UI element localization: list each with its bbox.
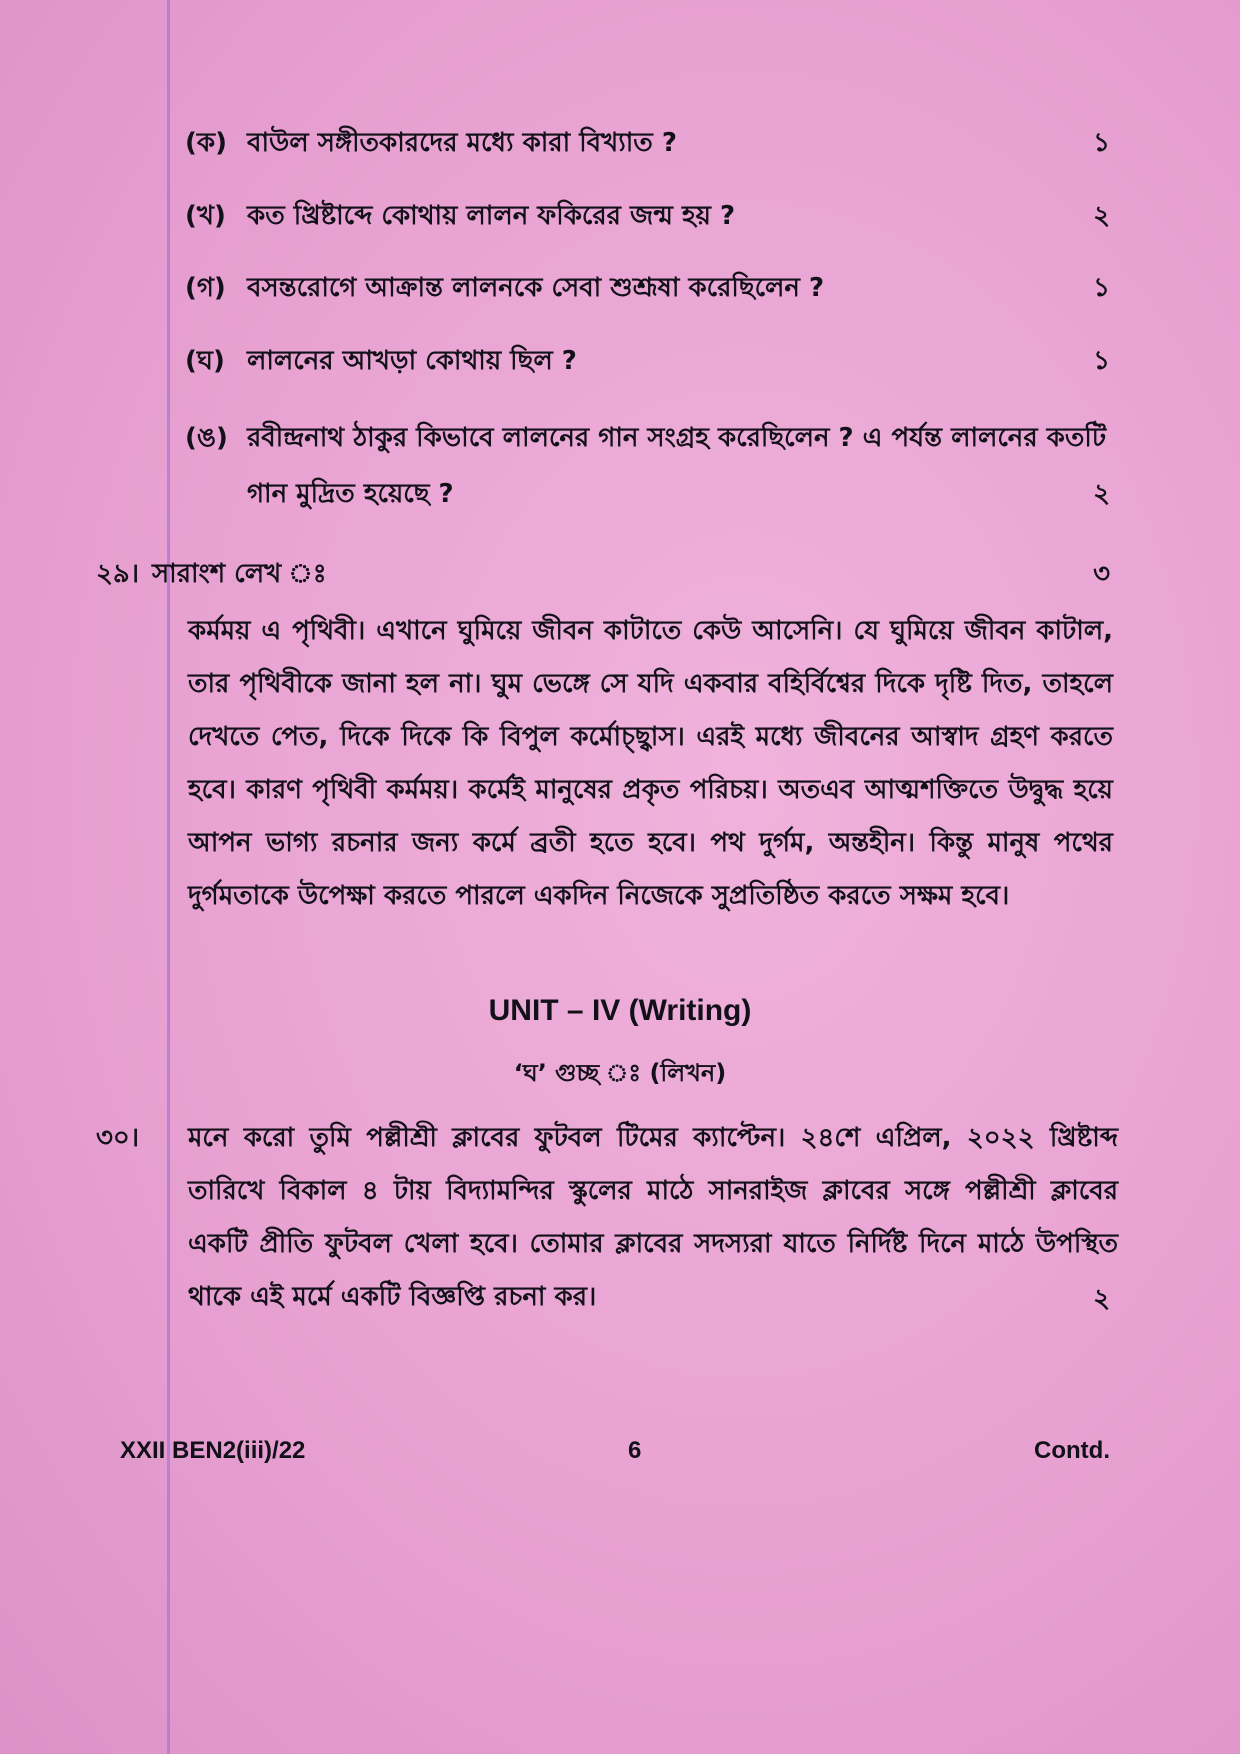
question-text: বসন্তরোগে আক্রান্ত লালনকে সেবা শুশ্রূষা করেছিলেন ? — [247, 273, 825, 303]
question-marks: ৩ — [1093, 559, 1110, 589]
question-number: ২৯। — [96, 559, 140, 589]
contd-label: Contd. — [1034, 1437, 1110, 1464]
unit-subtitle: ‘ঘ’ গুচ্ছ ঃ (লিখন) — [513, 1059, 727, 1087]
question-text-line2: গান মুদ্রিত হয়েছে ? — [247, 479, 454, 509]
margin-line — [167, 0, 170, 1754]
summary-passage: কর্মময় এ পৃথিবী। এখানে ঘুমিয়ে জীবন কাটাতে কেউ আসেনি। যে ঘুমিয়ে জীবন কাটাল, তার পৃথিবীকে জানা হল না। ঘুম ভেঙ্গে সে যদি একবার বহির্বিশ্বের দিকে দৃষ্টি দিত, তাহলে দেখতে পেত, দিকে দিকে কি বিপুল কর্মোচ্ছ্বাস। এরই মধ্যে জীবনের আস্বাদ গ্রহণ করতে হবে। কারণ পৃথিবী কর্মময়। কর্মেই মানুষের প্রকৃত পরিচয়। অতএব আত্মশক্তিতে উদ্বুদ্ধ হয়ে আপন ভাগ্য রচনার জন্য কর্মে ব্রতী হতে হবে। পথ দুর্গম, অন্তহীন। কিন্তু মানুষ পথের দুর্গমতাকে উপেক্ষা করতে পারলে একদিন নিজেকে সুপ্রতিষ্ঠিত করতে সক্ষম হবে। — [188, 616, 1113, 911]
question-label: (গ) — [185, 273, 226, 303]
page-number: 6 — [628, 1437, 642, 1464]
question-title: সারাংশ লেখ ঃ — [152, 559, 327, 589]
paper-code: XXII BEN2(iii)/22 — [120, 1437, 306, 1464]
question-marks: ২ — [1093, 201, 1110, 231]
question-text-line1: রবীন্দ্রনাথ ঠাকুর কিভাবে লালনের গান সংগ্রহ করেছিলেন ? এ পর্যন্ত লালনের কতটি — [247, 423, 1106, 453]
question-label: (ঙ) — [185, 423, 228, 453]
question-label: (খ) — [185, 201, 226, 231]
question-marks: ২ — [1093, 479, 1110, 509]
question-label: (ক) — [185, 128, 227, 158]
question-label: (ঘ) — [185, 346, 225, 376]
unit-title: UNIT – IV (Writing) — [488, 994, 752, 1027]
notice-question-text: মনে করো তুমি পল্লীশ্রী ক্লাবের ফুটবল টিমের ক্যাপ্টেন। ২৪শে এপ্রিল, ২০২২ খ্রিষ্টাব্দ তারিখে বিকাল ৪ টায় বিদ্যামন্দির স্কুলের মাঠে সানরাইজ ক্লাবের সঙ্গে পল্লীশ্রী ক্লাবের একটি প্রীতি ফুটবল খেলা হবে। তোমার ক্লাবের সদস্যরা যাতে নির্দিষ্ট দিনে মাঠে উপস্থিত থাকে এই মর্মে একটি বিজ্ঞপ্তি রচনা কর। — [188, 1123, 1118, 1312]
question-marks: ১ — [1093, 128, 1110, 158]
question-text: লালনের আখড়া কোথায় ছিল ? — [247, 346, 577, 376]
question-text: কত খ্রিষ্টাব্দে কোথায় লালন ফকিরের জন্ম হয় ? — [247, 201, 736, 231]
question-marks: ১ — [1093, 273, 1110, 303]
question-marks: ২ — [1093, 1284, 1110, 1314]
question-text: বাউল সঙ্গীতকারদের মধ্যে কারা বিখ্যাত ? — [247, 128, 677, 158]
question-marks: ১ — [1093, 346, 1110, 376]
question-number: ৩০। — [96, 1123, 140, 1153]
